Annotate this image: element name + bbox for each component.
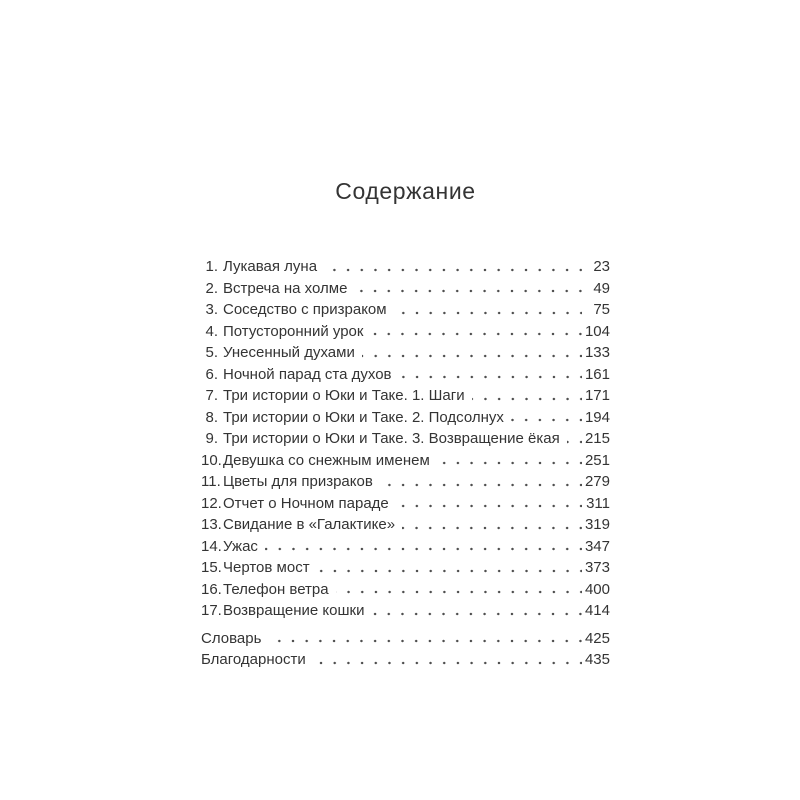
toc-entry-page: 104 <box>584 322 610 340</box>
toc-entry-title: Ночной парад ста духов <box>223 365 392 383</box>
toc-entry <box>201 450 610 472</box>
toc-entry-number: 5. <box>205 344 218 361</box>
toc-entry <box>201 557 610 579</box>
toc-entry <box>201 278 610 300</box>
backmatter-entry-page: 425 <box>584 629 610 647</box>
toc-entry <box>201 471 610 493</box>
toc-entry-title: Три истории о Юки и Таке. 1. Шаги <box>223 387 465 404</box>
toc-entry <box>201 428 610 450</box>
toc-entry-title: Чертов мост <box>223 559 310 576</box>
toc-entry <box>201 493 610 515</box>
toc-entry <box>201 385 610 407</box>
toc-entry-page: 23 <box>593 258 610 275</box>
dot-leader <box>317 557 582 579</box>
toc-entry-number: 2. <box>205 279 218 297</box>
dot-leader <box>354 278 582 300</box>
dot-leader <box>265 536 582 558</box>
toc-entry-page: 75 <box>593 301 610 318</box>
toc-entry-title: Встреча на холме <box>223 279 348 297</box>
dot-leader <box>472 385 582 407</box>
toc-entry <box>201 536 610 558</box>
toc-entry-title: Свидание в «Галактике» <box>223 516 396 533</box>
toc-entry-page: 49 <box>593 279 610 297</box>
toc-entry-page: 373 <box>584 559 610 576</box>
backmatter-entry <box>201 628 610 650</box>
backmatter-entry-page: 435 <box>584 651 610 668</box>
page-title: Содержание <box>335 178 476 204</box>
toc-entry-number: 13. <box>201 516 222 533</box>
dot-leader <box>402 514 582 536</box>
toc-list <box>201 256 610 671</box>
backmatter-entry-title: Словарь <box>201 629 262 647</box>
toc-entry-title: Возвращение кошки <box>223 602 365 619</box>
toc-entry <box>201 299 610 321</box>
dot-leader <box>567 428 582 450</box>
toc-entry-number: 15. <box>201 559 222 576</box>
toc-entry-page: 319 <box>584 516 610 533</box>
toc-entry <box>201 407 610 429</box>
toc-entry-page: 311 <box>586 494 610 512</box>
toc-entry-title: Три истории о Юки и Таке. 3. Возвращение ёкая <box>223 430 560 447</box>
toc-entry-title: Соседство с призраком <box>223 301 387 318</box>
toc-entry <box>201 321 610 343</box>
dot-leader <box>437 450 582 472</box>
dot-leader <box>268 628 582 650</box>
toc-entry-number: 7. <box>205 387 218 404</box>
toc-entry-page: 215 <box>584 430 610 447</box>
toc-entry-number: 6. <box>205 365 218 383</box>
toc-entry-title: Лукавая луна <box>223 258 318 275</box>
toc-entry <box>201 256 610 278</box>
toc-entry-number: 14. <box>201 537 222 555</box>
toc-entry-page: 171 <box>584 387 610 404</box>
toc-entry-title: Телефон ветра <box>223 580 329 598</box>
toc-entry-title: Цветы для призраков <box>223 473 373 490</box>
toc-entry-number: 4. <box>205 322 218 340</box>
backmatter-entry-title: Благодарности <box>201 651 306 668</box>
toc-entry-number: 1. <box>205 258 218 275</box>
dot-leader <box>370 321 582 343</box>
toc-entry-page: 347 <box>584 537 610 555</box>
toc-entry <box>201 514 610 536</box>
dot-leader <box>394 299 582 321</box>
dot-leader <box>371 600 582 622</box>
dot-leader <box>511 407 582 429</box>
toc-entry-page: 251 <box>584 451 610 469</box>
toc-entry-title: Потусторонний урок <box>223 322 364 340</box>
toc-entry-page: 133 <box>584 344 610 361</box>
toc-entry-title: Девушка со снежным именем <box>223 451 430 469</box>
dot-leader <box>399 364 582 386</box>
toc-entry-page: 194 <box>584 408 610 426</box>
toc-entry-number: 3. <box>205 301 218 318</box>
toc-entry-page: 161 <box>584 365 610 383</box>
toc-entry-title: Ужас <box>223 537 258 555</box>
dot-leader <box>324 256 582 278</box>
toc-entry-number: 10. <box>201 451 222 469</box>
dot-leader <box>336 579 582 601</box>
toc-entry <box>201 364 610 386</box>
dot-leader <box>362 342 582 364</box>
toc-entry-title: Отчет о Ночном параде <box>223 494 389 512</box>
toc-entry-number: 12. <box>201 494 222 512</box>
backmatter-entry <box>201 649 610 671</box>
toc-entry-page: 400 <box>584 580 610 598</box>
toc-entry-number: 17. <box>201 602 222 619</box>
toc-entry-number: 9. <box>205 430 218 447</box>
toc-entry-page: 414 <box>584 602 610 619</box>
toc-entry-number: 16. <box>201 580 222 598</box>
toc-entry-number: 11. <box>201 473 221 490</box>
dot-leader <box>380 471 582 493</box>
toc-entry <box>201 342 610 364</box>
toc-entry <box>201 600 610 622</box>
toc-entry-title: Унесенный духами <box>223 344 355 361</box>
toc-entry-title: Три истории о Юки и Таке. 2. Подсолнух <box>223 408 504 426</box>
toc-entry-number: 8. <box>205 408 218 426</box>
dot-leader <box>396 493 582 515</box>
toc-entry <box>201 579 610 601</box>
dot-leader <box>313 649 582 671</box>
toc-entry-page: 279 <box>584 473 610 490</box>
